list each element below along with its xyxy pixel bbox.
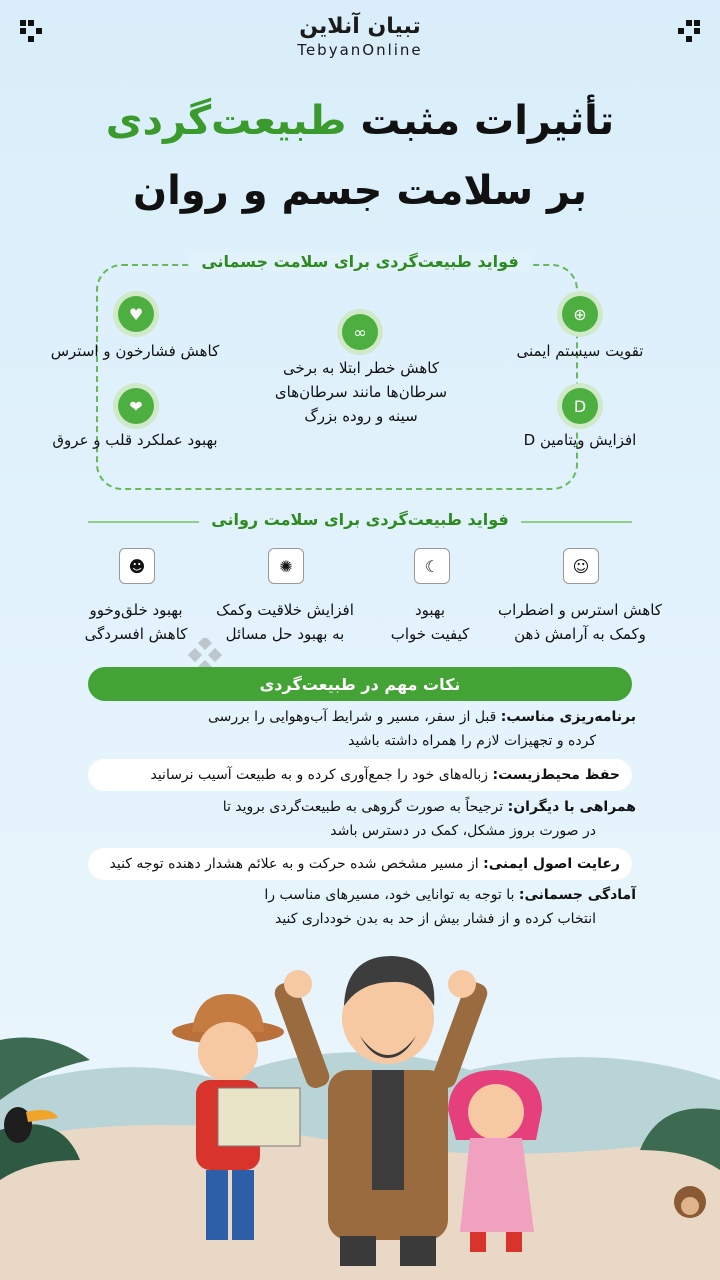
heart-icon: ❤	[118, 388, 154, 424]
shield-icon: ⊕	[562, 296, 598, 332]
brain-icon: ✺	[268, 548, 304, 584]
title-part1: تأثیرات مثبت	[346, 98, 615, 144]
mental-heading-wrap	[0, 510, 720, 529]
tip-text: از مسیر مشخص شده حرکت و به علائم هشدار دهنده توجه کنید	[109, 856, 484, 872]
brand-logo	[0, 14, 720, 59]
title-highlight: طبیعت‌گردی	[105, 98, 347, 144]
sleep-icon: ☾	[414, 548, 450, 584]
mental-item-mood-line2: کاهش افسردگی	[84, 625, 188, 643]
tip-companions	[90, 795, 636, 843]
tip-title: حفظ محیط‌زیست:	[492, 767, 620, 783]
tip-text-line2: در صورت بروز مشکل، کمک در دسترس باشد	[330, 823, 596, 839]
monkey-icon	[674, 1186, 706, 1218]
vitamin-d-icon: D	[562, 388, 598, 424]
mental-item-sleep	[370, 598, 490, 646]
mental-item-stress-line1: کاهش استرس و اضطراب	[498, 601, 662, 619]
mental-item-mood-line1: بهبود خلق‌وخوو	[89, 601, 183, 619]
tip-text: قبل از سفر، مسیر و شرایط آب‌وهوایی را بررسی	[207, 709, 501, 725]
brand-name-fa: تبیان آنلاین	[299, 14, 421, 39]
page-title-line2: بر سلامت جسم و روان	[133, 168, 587, 214]
physical-item-blood-pressure: کاهش فشارخون و استرس	[50, 342, 220, 360]
mental-item-sleep-line2: کیفیت خواب	[390, 625, 470, 643]
mental-item-creativity-line2: به بهبود حل مسائل	[225, 625, 345, 643]
tip-text-line2: انتخاب کرده و از فشار بیش از حد به بدن خودداری کنید	[274, 911, 596, 927]
tip-text: زباله‌های خود را جمع‌آوری کرده و به طبیعت آسیب نرسانید	[150, 767, 493, 783]
physical-heading: فواید طبیعت‌گردی برای سلامت جسمانی	[189, 252, 530, 271]
physical-heading-wrap	[0, 252, 720, 271]
tip-title: برنامه‌ریزی مناسب:	[500, 709, 636, 725]
tip-title: آمادگی جسمانی:	[518, 887, 636, 903]
mood-icon: ☻	[119, 548, 155, 584]
ribbon-icon: ∞	[342, 314, 378, 350]
physical-item-vitamin-d: افزایش ویتامین D	[523, 431, 637, 449]
mental-item-stress	[490, 598, 670, 646]
tip-environment	[88, 759, 632, 791]
tips-heading: نکات مهم در طبیعت‌گردی	[88, 667, 632, 701]
meditation-icon: ☺	[563, 548, 599, 584]
mental-heading: فواید طبیعت‌گردی برای سلامت روانی	[199, 510, 520, 529]
tip-safety	[88, 848, 632, 880]
page-title-line1	[0, 98, 720, 144]
blood-pressure-icon: ♥	[118, 296, 154, 332]
hikers-illustration	[0, 940, 720, 1280]
brand-name-en: TebyanOnline	[297, 41, 423, 59]
tip-text: ترجیحاً به صورت گروهی به طبیعت‌گردی بروید تا	[222, 799, 508, 815]
tip-planning	[90, 705, 636, 753]
mental-item-creativity-line1: افزایش خلاقیت وکمک	[216, 601, 354, 619]
mental-item-stress-line2: وکمک به آرامش ذهن	[514, 625, 646, 643]
physical-item-immunity: تقویت سیستم ایمنی	[516, 342, 644, 360]
mental-item-sleep-line1: بهبود	[414, 601, 446, 619]
tip-title: رعایت اصول ایمنی:	[483, 856, 620, 872]
physical-item-heart: بهبود عملکرد قلب و عروق	[52, 431, 218, 449]
tip-fitness	[90, 883, 636, 931]
tip-text-line2: کرده و تجهیزات لازم را همراه داشته باشید	[348, 733, 596, 749]
tip-text: با توجه به توانایی خود، مسیرهای مناسب را	[264, 887, 519, 903]
tip-title: همراهی با دیگران:	[507, 799, 636, 815]
physical-item-cancer: کاهش خطر ابتلا به برخی سرطان‌ها مانند سرطان‌های سینه و روده بزرگ	[274, 359, 448, 425]
